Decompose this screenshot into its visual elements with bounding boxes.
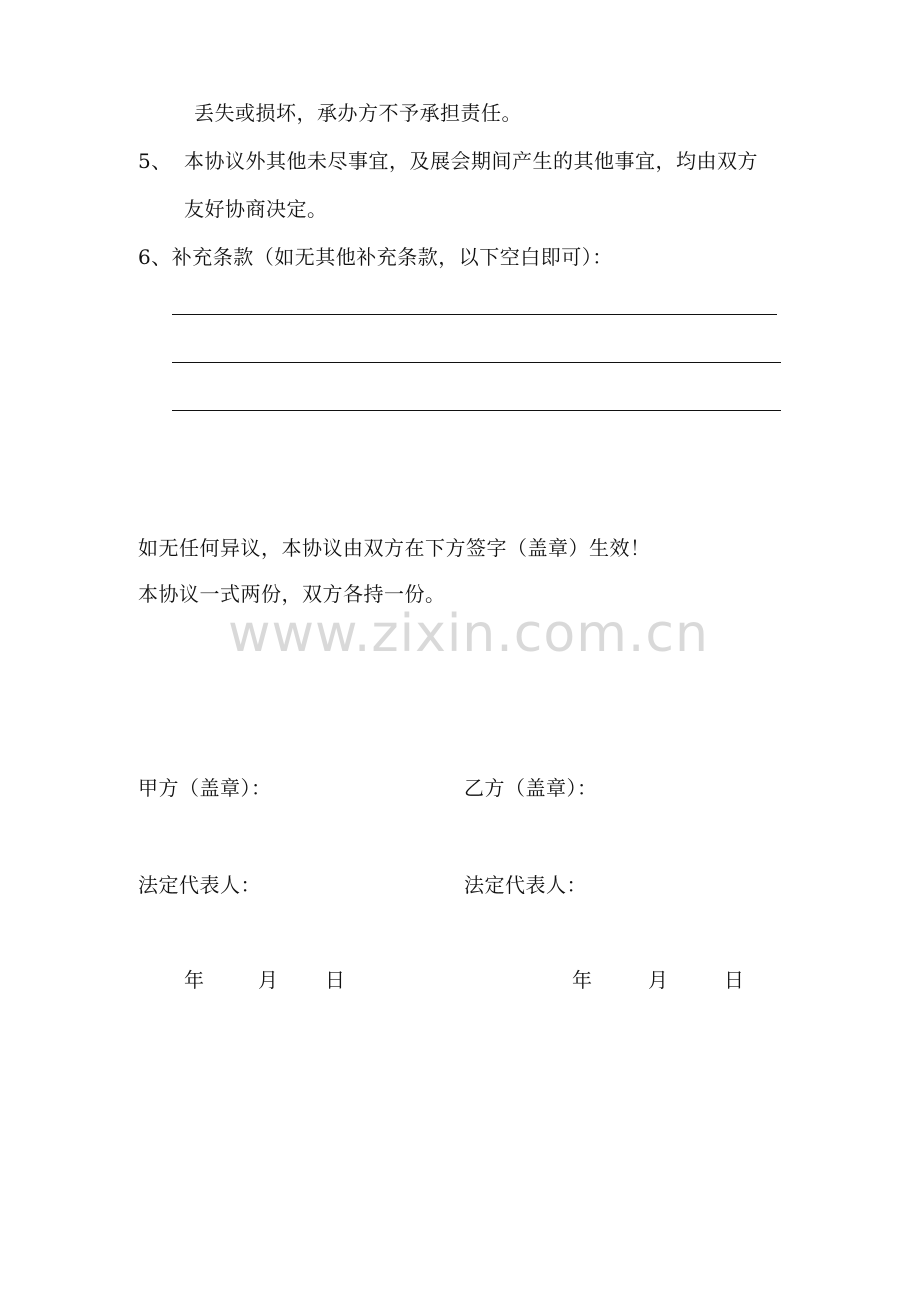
party-a-date-day: 日	[325, 968, 345, 992]
party-a-seal-label: 甲方（盖章）：	[138, 776, 272, 800]
clause6-heading: 6、补充条款（如无其他补充条款，以下空白即可）：	[138, 245, 613, 269]
clause5-line1: 本协议外其他未尽事宜，及展会期间产生的其他事宜，均由双方	[184, 149, 758, 173]
closing-statement-line2: 本协议一式两份，双方各持一份。	[138, 582, 446, 606]
party-b-date-month: 月	[648, 968, 668, 992]
clause5-line2: 友好协商决定。	[184, 197, 328, 221]
party-b-date-day: 日	[724, 968, 744, 992]
party-a-date-year: 年	[184, 968, 204, 992]
supplementary-blank-line-1[interactable]	[172, 314, 777, 315]
clause5-number: 5、	[138, 149, 172, 173]
supplementary-blank-line-2[interactable]	[172, 362, 781, 363]
supplementary-blank-line-3[interactable]	[172, 410, 781, 411]
party-b-representative-label: 法定代表人：	[464, 873, 587, 897]
clause4-continuation: 丢失或损坏，承办方不予承担责任。	[194, 101, 522, 125]
party-a-date-month: 月	[258, 968, 278, 992]
party-a-representative-label: 法定代表人：	[138, 873, 261, 897]
party-b-date-year: 年	[572, 968, 592, 992]
watermark: www.zixin.com.cn	[228, 604, 709, 664]
closing-statement-line1: 如无任何异议，本协议由双方在下方签字（盖章）生效！	[138, 536, 651, 560]
party-b-seal-label: 乙方（盖章）：	[464, 776, 598, 800]
